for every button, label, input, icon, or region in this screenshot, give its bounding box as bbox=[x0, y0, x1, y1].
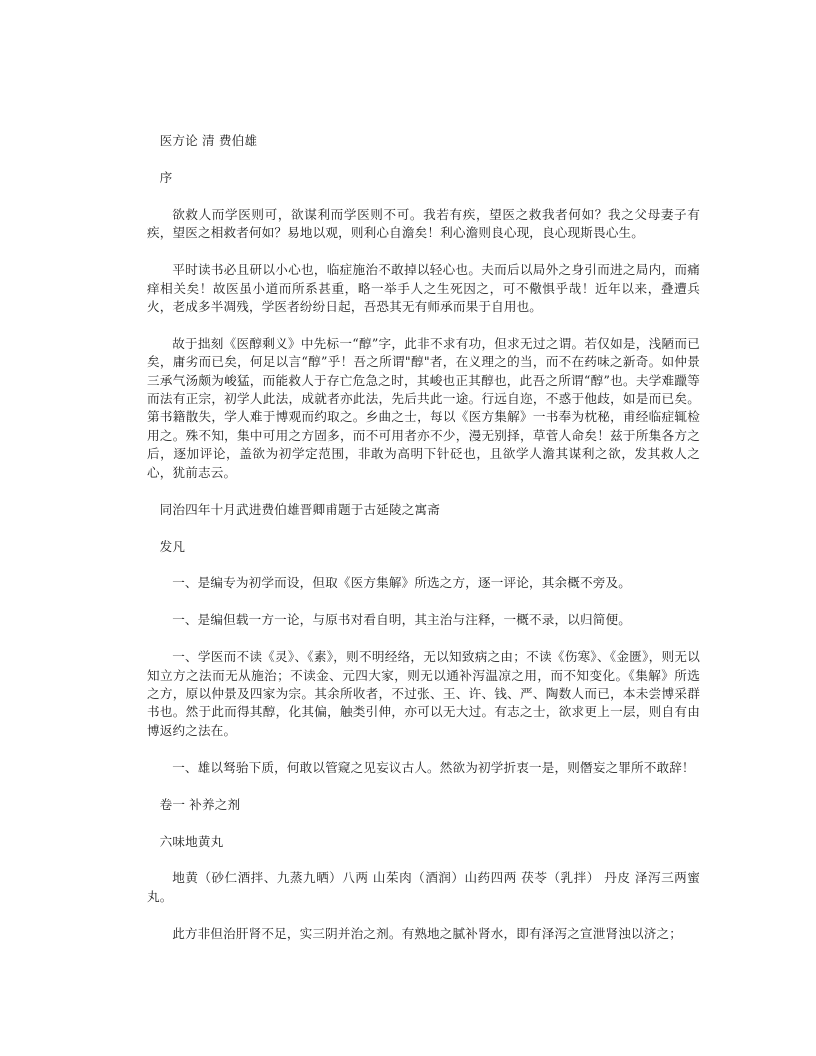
volume-one-heading: 卷一 补养之剂 bbox=[159, 796, 241, 812]
fanli-heading: 发凡 bbox=[159, 538, 186, 554]
preface-paragraph-2: 平时读书必且研以小心也，临症施治不敢掉以轻心也。夫而后以局外之身引而进之局内，而痛痒相关矣！故医虽小道而所系甚重，略一举手人之生死因之，可不儆惧乎哉！近年以来，叠遭兵火，老成多半凋残，学医者纷纷日起，吾恐其无有师承而果于自用也。 bbox=[147, 262, 700, 314]
formula-ingredients: 地黄（砂仁酒拌、九蒸九晒）八两 山茱肉（酒润）山药四两 茯苓（乳拌） 丹皮 泽泻三两蜜丸。 bbox=[147, 870, 700, 904]
preface-heading: 序 bbox=[159, 169, 173, 185]
document-title-line: 医方论 清 费伯雄 bbox=[159, 133, 258, 148]
document-body bbox=[147, 132, 700, 943]
formula-commentary: 此方非但治肝肾不足，实三阴并治之剂。有熟地之腻补肾水，即有泽泻之宣泄肾浊以济之； bbox=[172, 925, 682, 941]
fanli-item-4: 一、雄以驽骀下质，何敢以管窥之见妄议古人。然欲为初学折衷一是，则僭妄之罪所不敢辞！ bbox=[172, 759, 695, 775]
preface-paragraph-3: 故于拙刻《医醇剩义》中先标一“醇”字，此非不求有功，但求无过之谓。若仅如是，浅陋而已矣，庸劣而已矣，何足以言“醇”乎！吾之所谓"醇"者，在义理之的当，而不在药味之新奇。如仲景三承气汤颇为峻猛，而能救人于存亡危急之时，其峻也正其醇也，此吾之所谓“醇”也。夫学难躐等而法有正宗，初学人此法，成就者亦此法，先后共此一途。行远自迩，不惑于他歧，如是而已矣。第书籍散失，学人难于博观而约取之。乡曲之士，每以《医方集解》一书奉为枕秘，甫经临症辄检用之。殊不知，集中可用之方固多，而不可用者亦不少，漫无别择，草菅人命矣！兹于所集各方之后，逐加评论，盖欲为初学定范围，非敢为高明下针砭也，且欲学人澹其谋利之欲，发其救人之心，犹前志云。 bbox=[147, 335, 700, 480]
fanli-item-2: 一、是编但载一方一论，与原书对看自明，其主治与注释，一概不录，以归简便。 bbox=[172, 612, 631, 628]
colophon-dateline: 同治四年十月武进费伯雄晋卿甫题于古延陵之寓斋 bbox=[159, 501, 440, 517]
formula-name-liuwei-dihuang-wan: 六味地黄丸 bbox=[159, 833, 224, 849]
fanli-item-1: 一、是编专为初学而设，但取《医方集解》所选之方，逐一评论，其余概不旁及。 bbox=[172, 575, 631, 591]
fanli-item-3: 一、学医而不读《灵》、《素》，则不明经络，无以知致病之由；不读《伤寒》、《金匮》，则无以知立方之法而无从施治；不读金、元四大家，则无以通补泻温凉之用，而不知变化。《集解》所选之方，原以仲景及四家为宗。其余所收者，不过张、王、许、钱、严、陶数人而已，本未尝博采群书也。然于此而得其醇，化其偏，触类引伸，亦可以无大过。有志之士，欲求更上一层，则自有由博返约之法在。 bbox=[147, 649, 700, 738]
preface-paragraph-1: 欲救人而学医则可，欲谋利而学医则不可。我若有疾，望医之救我者何如？我之父母妻子有疾，望医之相救者何如？易地以观，则利心自澹矣！利心澹则良心现，良心现斯畏心生。 bbox=[147, 206, 700, 241]
